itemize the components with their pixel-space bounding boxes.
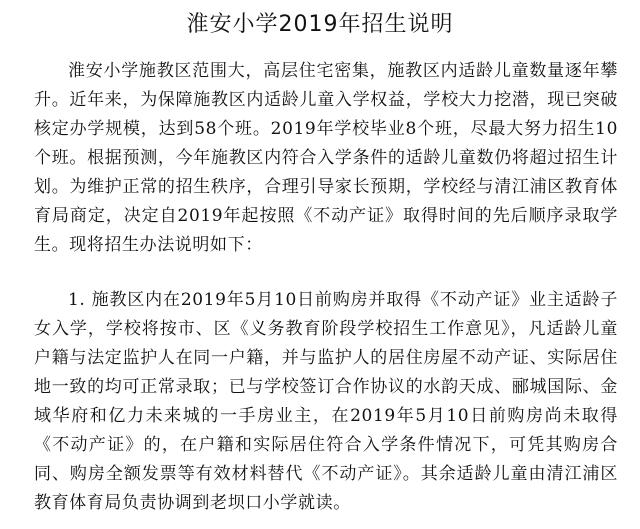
document-title: 淮安小学2019年招生说明 — [186, 12, 454, 37]
paragraph-rule-1: 1. 施教区内在2019年5月10日前购房并取得《不动产证》业主适龄子女入学，学校将按市、区《义务教育阶段学校招生工作意见》，凡适龄儿童户籍与法定监护人在同一户籍，并与监护人的居住房屋不动产证、实际居住地一致的均可正常录取；已与学校签订合作协议的水韵天成、郦城国际、金域华府和亿力未来城的一手房业主，在2019年5月10日前购房尚未取得《不动产证》的，在户籍和实际居住符合入学条件情况下，可凭其购房合同、购房全额发票等有效材料替代《不动产证》。其余适龄儿童由清江浦区教育体育局负责协调到老坝口小学就读。 — [34, 290, 618, 513]
paragraph-intro: 淮安小学施教区范围大，高层住宅密集，施教区内适龄儿童数量逐年攀升。近年来，为保障施教区内适龄儿童入学权益，学校大力挖潜，现已突破核定办学规模，达到58个班。2019年学校毕业8个班，尽最大努力招生10个班。根据预测，今年施教区内符合入学条件的适龄儿童数仍将超过招生计划。为维护正常的招生秩序，合理引导家长预期，学校经与清江浦区教育体育局商定，决定自2019年起按照《不动产证》取得时间的先后顺序录取学生。现将招生办法说明如下： — [34, 61, 618, 255]
